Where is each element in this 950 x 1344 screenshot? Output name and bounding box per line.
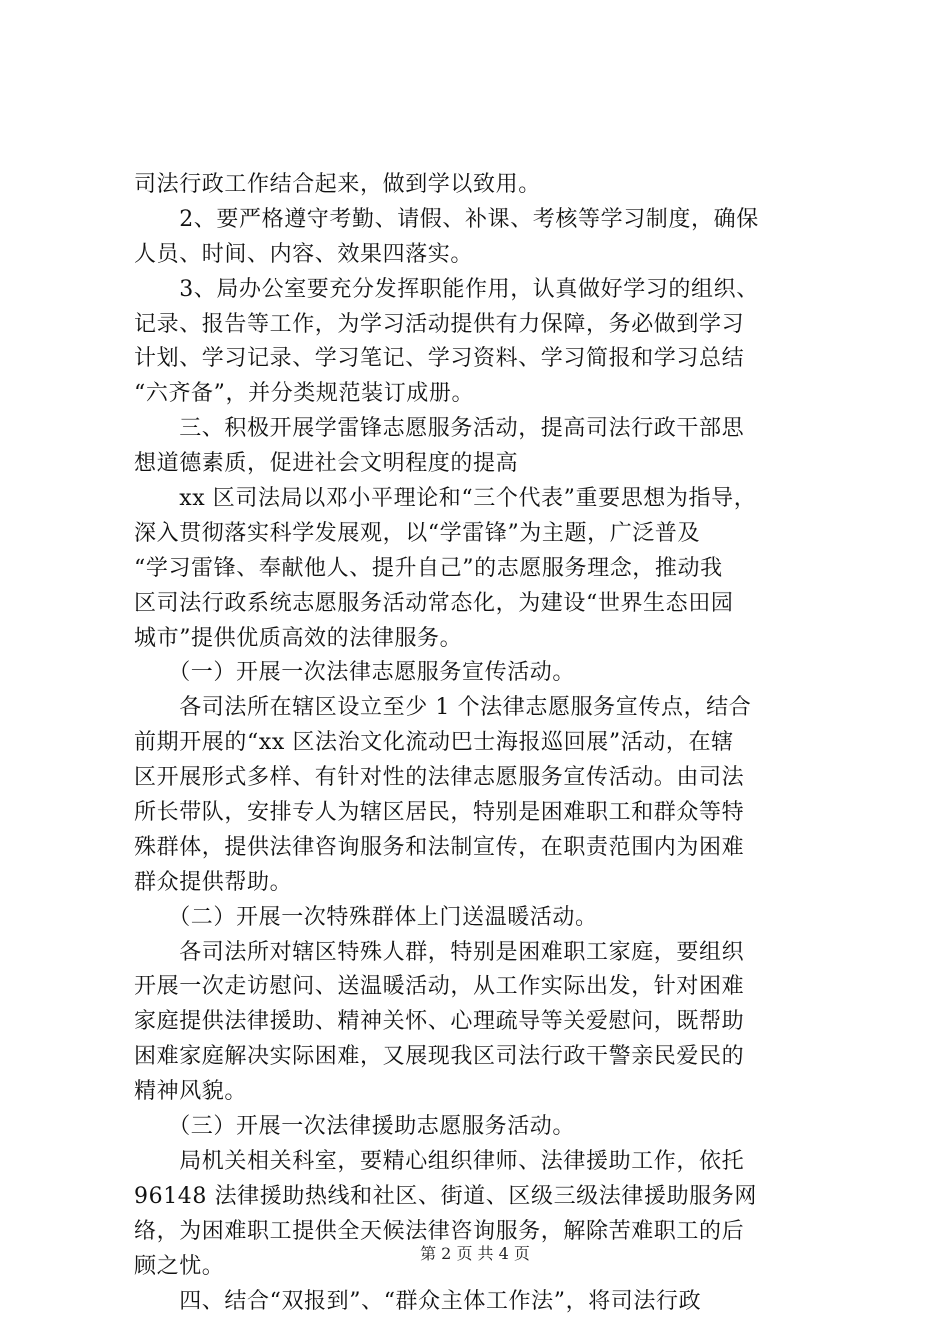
text-line: （一）开展一次法律志愿服务宣传活动。: [134, 660, 576, 686]
text-line: 记录、报告等工作，为学习活动提供有力保障，务必做到学习: [134, 311, 745, 337]
text-line: 深入贯彻落实科学发展观，以“学雷锋”为主题，广泛普及: [134, 520, 701, 546]
document-body: [134, 168, 834, 1319]
text-line: 计划、学习记录、学习笔记、学习资料、学习简报和学习总结: [134, 346, 745, 372]
text-line: 人员、时间、内容、效果四落实。: [134, 241, 474, 267]
text-line: 区开展形式多样、有针对性的法律志愿服务宣传活动。由司法: [134, 765, 745, 791]
text-line: 殊群体，提供法律咨询服务和法制宣传，在职责范围内为困难: [134, 834, 745, 860]
text-line: 顾之忧。: [134, 1253, 225, 1279]
text-line: 精神风貌。: [134, 1079, 248, 1105]
text-line: 96148 法律援助热线和社区、街道、区级三级法律援助服务网: [134, 1183, 757, 1209]
text-line: 局机关相关科室，要精心组织律师、法律援助工作，依托: [134, 1148, 745, 1174]
text-line: 各司法所在辖区设立至少 1 个法律志愿服务宣传点，结合: [134, 695, 752, 721]
text-line: 2、要严格遵守考勤、请假、补课、考核等学习制度，确保: [134, 206, 759, 232]
text-line: 想道德素质，促进社会文明程度的提高: [134, 451, 519, 477]
page-number-footer: 第 2 页 共 4 页: [420, 1244, 530, 1263]
text-line: 络，为困难职工提供全天候法律咨询服务，解除苦难职工的后: [134, 1218, 745, 1244]
text-line: 所长带队，安排专人为辖区居民，特别是困难职工和群众等特: [134, 800, 745, 826]
text-line: （二）开展一次特殊群体上门送温暖活动。: [134, 904, 598, 930]
text-line: xx 区司法局以邓小平理论和“三个代表”重要思想为指导，: [134, 486, 757, 512]
text-line: 3、局办公室要充分发挥职能作用，认真做好学习的组织、: [134, 276, 759, 302]
text-line: 群众提供帮助。: [134, 869, 293, 895]
text-line: “六齐备”，并分类规范装订成册。: [134, 381, 475, 407]
text-line: 司法行政工作结合起来，做到学以致用。: [134, 172, 541, 197]
text-line: （三）开展一次法律援助志愿服务活动。: [134, 1114, 576, 1140]
text-line: 城市”提供优质高效的法律服务。: [134, 625, 463, 651]
text-line: 各司法所对辖区特殊人群，特别是困难职工家庭，要组织: [134, 939, 745, 965]
text-line: 前期开展的“xx 区法治文化流动巴士海报巡回展”活动，在辖: [134, 730, 734, 756]
text-line: 开展一次走访慰问、送温暖活动，从工作实际出发，针对困难: [134, 974, 745, 1000]
text-line: “学习雷锋、奉献他人、提升自己”的志愿服务理念，推动我: [134, 555, 723, 581]
text-line: 困难家庭解决实际困难，又展现我区司法行政干警亲民爱民的: [134, 1044, 745, 1070]
text-line: 四、结合“双报到”、“群众主体工作法”，将司法行政: [134, 1288, 702, 1314]
text-line: 三、积极开展学雷锋志愿服务活动，提高司法行政干部思: [134, 416, 745, 442]
text-line: 区司法行政系统志愿服务活动常态化，为建设“世界生态田园: [134, 590, 734, 616]
text-line: 家庭提供法律援助、精神关怀、心理疏导等关爱慰问，既帮助: [134, 1009, 745, 1035]
